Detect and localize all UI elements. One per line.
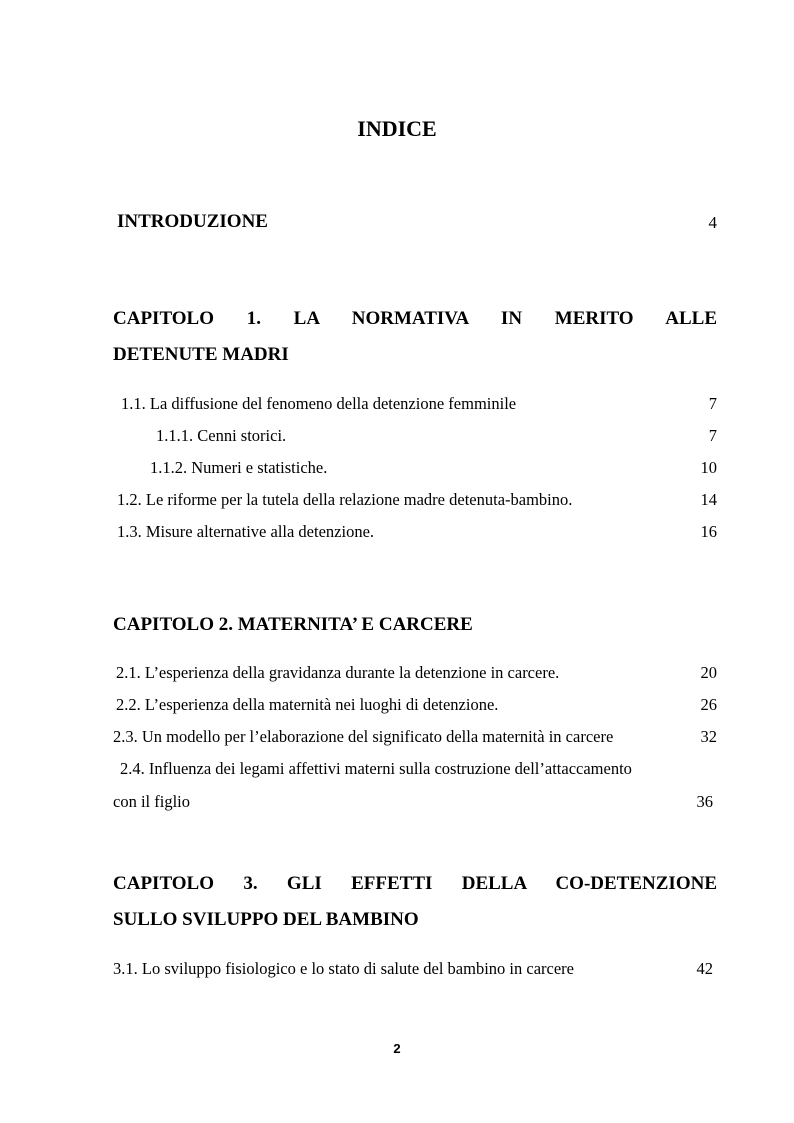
toc-page-1-2: 14 — [700, 490, 717, 509]
toc-entry-2-4: 2.4. Influenza dei legami affettivi materni sulla costruzione dell’attaccamento — [120, 759, 632, 778]
page-title: INDICE — [357, 116, 437, 141]
toc-page-3-1: 42 — [696, 959, 713, 978]
toc-entry-1-1-1: 1.1.1. Cenni storici. — [156, 426, 287, 445]
toc-entry-3-1: 3.1. Lo sviluppo fisiologico e lo stato di salute del bambino in carcere — [113, 959, 574, 978]
toc-page-2-1: 20 — [700, 663, 717, 682]
toc-intro-page: 4 — [708, 213, 717, 232]
toc-entry-2-2: 2.2. L’esperienza della maternità nei luoghi di detenzione. — [116, 695, 499, 714]
chapter3-title-line2: SULLO SVILUPPO DEL BAMBINO — [113, 909, 419, 930]
chapter2-title: CAPITOLO 2. MATERNITA’ E CARCERE — [113, 614, 473, 635]
chapter3-title-line1: CAPITOLO 3. GLI EFFETTI DELLA CO-DETENZIONE — [113, 873, 717, 894]
toc-entry-1-2: 1.2. Le riforme per la tutela della relazione madre detenuta-bambino. — [117, 490, 573, 509]
toc-page-1-3: 16 — [700, 522, 717, 541]
toc-page-2-2: 26 — [700, 695, 717, 714]
toc-entry-2-1: 2.1. L’esperienza della gravidanza durante la detenzione in carcere. — [116, 663, 560, 682]
toc-page-1-1-1: 7 — [708, 426, 717, 445]
toc-entry-2-4-continued: con il figlio — [113, 792, 190, 811]
chapter1-title-line2: DETENUTE MADRI — [113, 344, 289, 365]
toc-entry-2-3: 2.3. Un modello per l’elaborazione del significato della maternità in carcere — [113, 727, 614, 746]
toc-entry-1-1-2: 1.1.2. Numeri e statistiche. — [150, 458, 328, 477]
toc-page-2-3: 32 — [700, 727, 717, 746]
toc-intro-label: INTRODUZIONE — [117, 211, 268, 232]
toc-entry-1-1: 1.1. La diffusione del fenomeno della detenzione femminile — [121, 394, 517, 413]
toc-page-1-1-2: 10 — [700, 458, 717, 477]
chapter1-title-line1: CAPITOLO 1. LA NORMATIVA IN MERITO ALLE — [113, 308, 717, 329]
page-number: 2 — [393, 1041, 401, 1056]
toc-entry-1-3: 1.3. Misure alternative alla detenzione. — [117, 522, 375, 541]
toc-page-1-1: 7 — [708, 394, 717, 413]
toc-page-2-4: 36 — [696, 792, 713, 811]
